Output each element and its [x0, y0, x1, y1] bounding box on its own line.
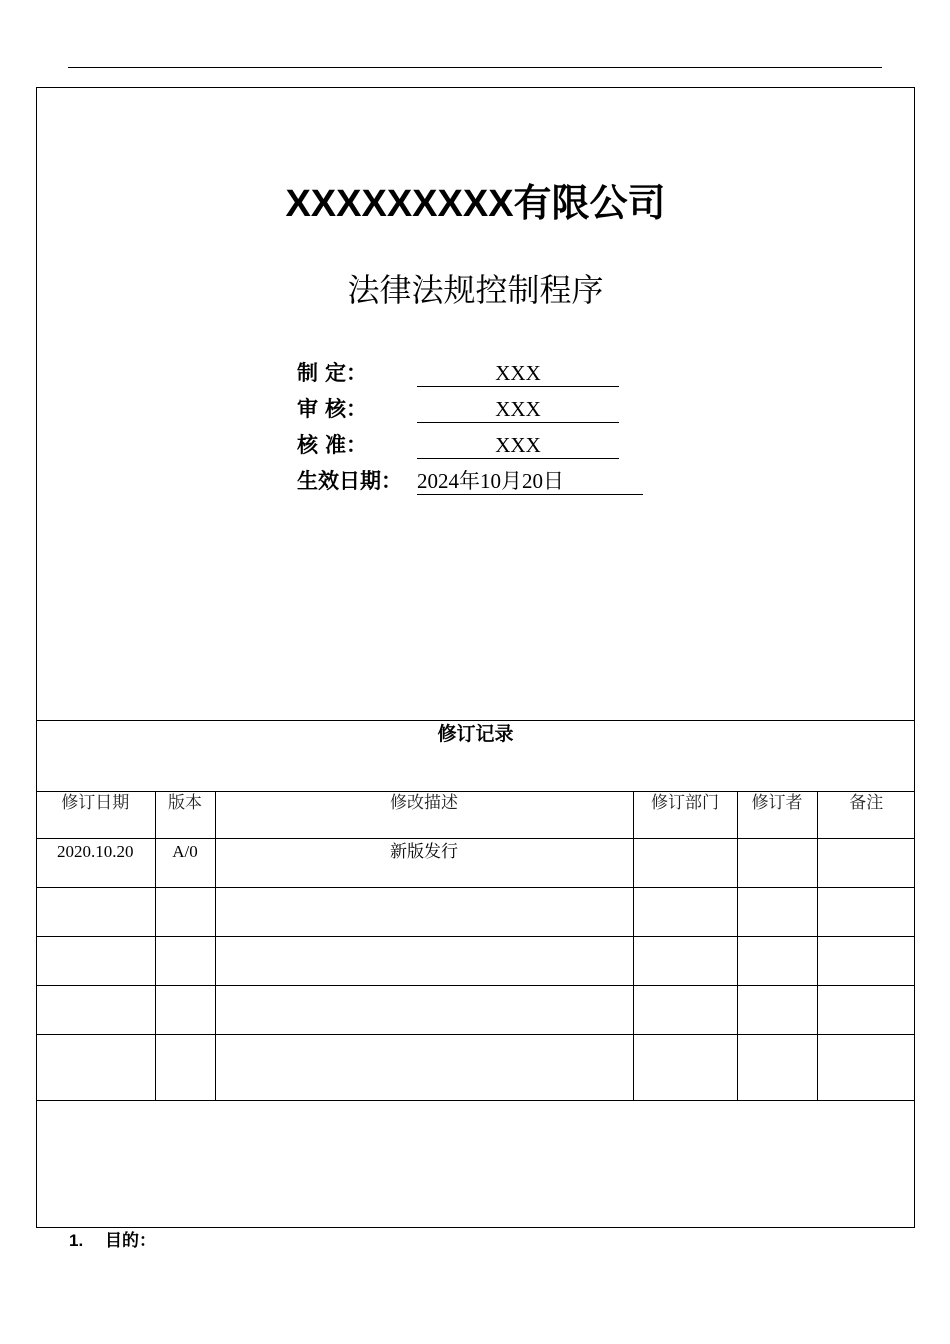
cell-description — [215, 937, 633, 986]
revision-table — [36, 791, 915, 1101]
company-title: XXXXXXXXX有限公司 — [285, 183, 666, 225]
cell-department — [633, 986, 737, 1035]
cell-reviser — [737, 937, 817, 986]
cell-version — [155, 1035, 215, 1101]
revision-title-box — [36, 720, 915, 792]
cell-date — [36, 1035, 155, 1101]
col-description: 修改描述 — [215, 792, 633, 839]
section-heading-purpose — [69, 1229, 156, 1253]
cell-version: A/0 — [155, 839, 215, 888]
cell-version — [155, 937, 215, 986]
table-row — [36, 986, 915, 1035]
cell-reviser — [737, 839, 817, 888]
cell-reviser — [737, 888, 817, 937]
table-row — [36, 888, 915, 937]
approval-label — [297, 394, 417, 424]
effective-date-value: 2024年10月20日 — [417, 468, 643, 495]
revision-record-title: 修订记录 — [437, 723, 514, 745]
label-char: 制 — [297, 361, 318, 385]
table-row — [36, 937, 915, 986]
cell-department — [633, 839, 737, 888]
label-char: 定： — [325, 361, 367, 385]
cell-description — [215, 986, 633, 1035]
cell-date — [36, 937, 155, 986]
approval-block — [297, 358, 643, 502]
cell-version — [155, 986, 215, 1035]
cell-date: 2020.10.20 — [36, 839, 155, 888]
table-row — [36, 1035, 915, 1101]
cell-remarks — [817, 986, 915, 1035]
cell-remarks — [817, 839, 915, 888]
cell-remarks — [817, 888, 915, 937]
cell-department — [633, 937, 737, 986]
cell-date — [36, 888, 155, 937]
cell-department — [633, 888, 737, 937]
approval-value-reviewed: XXX — [417, 396, 619, 423]
col-remarks: 备注 — [817, 792, 915, 839]
col-version: 版本 — [155, 792, 215, 839]
cell-description — [215, 888, 633, 937]
cell-remarks — [817, 1035, 915, 1101]
section-number: 1. — [69, 1231, 84, 1250]
label-char: 准： — [325, 433, 367, 457]
col-reviser: 修订者 — [737, 792, 817, 839]
section-title: 目的： — [105, 1231, 156, 1251]
effective-date-label: 生效日期： — [297, 469, 402, 493]
revision-header-row — [36, 792, 915, 839]
cell-version — [155, 888, 215, 937]
document-title: 法律法规控制程序 — [347, 271, 604, 309]
approval-label — [297, 358, 417, 388]
label-char: 核： — [325, 397, 367, 421]
cell-reviser — [737, 986, 817, 1035]
label-char: 审 — [297, 397, 318, 421]
approval-row-effective-date — [297, 466, 643, 502]
approval-row-reviewed — [297, 394, 643, 430]
approval-row-prepared — [297, 358, 643, 394]
approval-value-approved: XXX — [417, 432, 619, 459]
approval-row-approved — [297, 430, 643, 466]
cell-date — [36, 986, 155, 1035]
header-rule — [68, 67, 882, 68]
cell-description: 新版发行 — [215, 839, 633, 888]
approval-value-prepared: XXX — [417, 360, 619, 387]
approval-label — [297, 430, 417, 460]
cell-remarks — [817, 937, 915, 986]
cell-reviser — [737, 1035, 817, 1101]
col-department: 修订部门 — [633, 792, 737, 839]
table-row — [36, 839, 915, 888]
label-char: 核 — [297, 433, 318, 457]
cell-department — [633, 1035, 737, 1101]
cell-description — [215, 1035, 633, 1101]
col-revision-date: 修订日期 — [36, 792, 155, 839]
